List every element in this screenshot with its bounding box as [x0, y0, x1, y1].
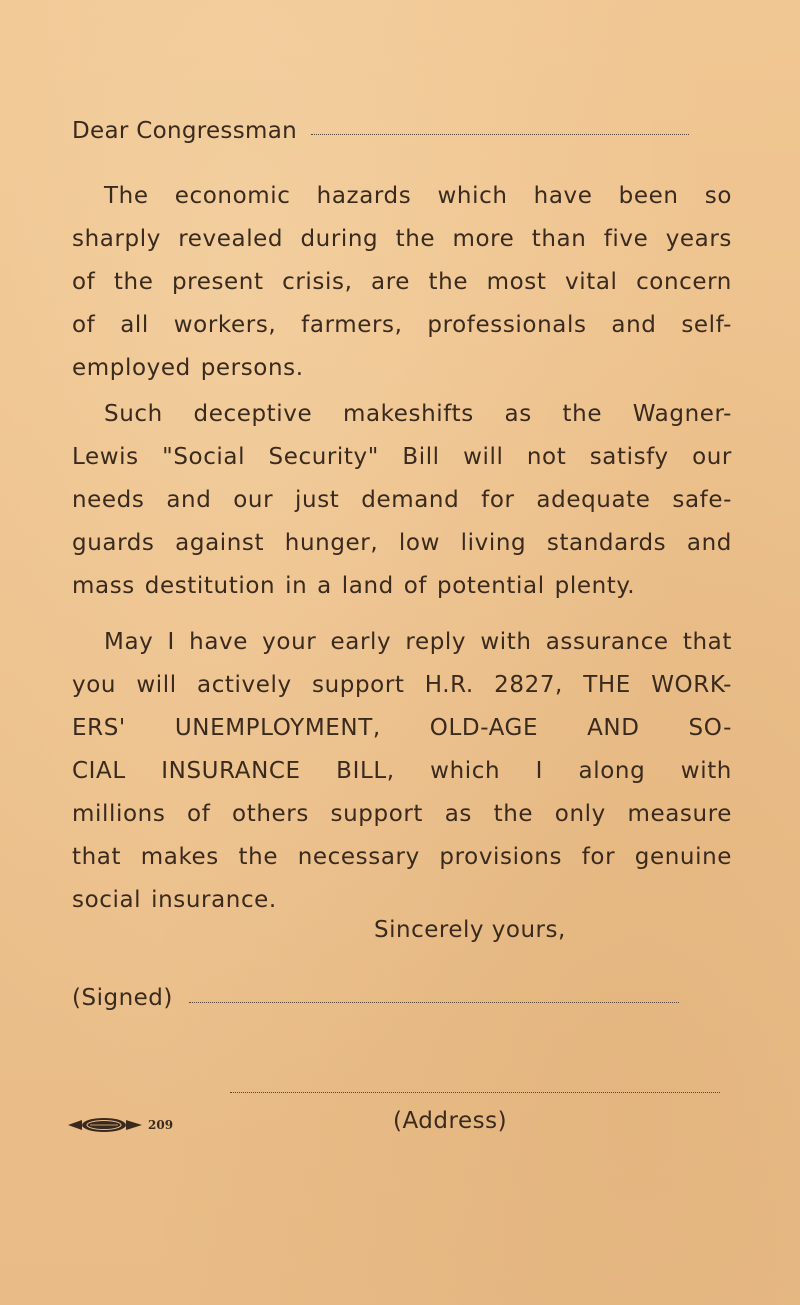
union-label — [66, 1116, 173, 1134]
paragraph-line: May I have your early reply with assurance that — [104, 629, 732, 655]
paragraph-1 — [72, 175, 732, 390]
paragraph-line: The economic hazards which have been so — [104, 183, 732, 209]
salutation-blank-line — [311, 134, 689, 135]
paragraph-2 — [72, 393, 732, 608]
union-label-number: 209 — [148, 1118, 174, 1132]
paragraph-line: Such deceptive makeshifts as the Wagner- — [104, 401, 732, 427]
paragraph-line: mass destitution in a land of potential plenty. — [72, 573, 636, 599]
closing-text: Sincerely yours, — [374, 917, 566, 943]
paragraph-line: CIAL INSURANCE BILL, which I along with — [72, 758, 732, 784]
salutation-line — [72, 118, 732, 144]
paragraph-line: needs and our just demand for adequate safe- — [72, 487, 732, 513]
paragraph-line: employed persons. — [72, 355, 304, 381]
salutation-text: Dear Congressman — [72, 118, 297, 144]
paragraph-line: that makes the necessary provisions for genuine — [72, 844, 732, 870]
paragraph-line: sharply revealed during the more than five years — [72, 226, 732, 252]
paragraph-line: of all workers, farmers, professionals and self- — [72, 312, 732, 338]
address-blank-line — [230, 1092, 720, 1093]
paragraph-line: guards against hunger, low living standards and — [72, 530, 732, 556]
paragraph-line: ERS' UNEMPLOYMENT, OLD-AGE AND SO- — [72, 715, 732, 741]
signature-blank-line — [189, 1002, 679, 1003]
paragraph-line: social insurance. — [72, 887, 277, 913]
signature-line — [72, 985, 732, 1011]
paragraph-line: Lewis "Social Security" Bill will not satisfy our — [72, 444, 732, 470]
paragraph-3 — [72, 621, 732, 922]
paragraph-line: millions of others support as the only measure — [72, 801, 732, 827]
paragraph-line: you will actively support H.R. 2827, THE WORK- — [72, 672, 732, 698]
signed-label: (Signed) — [72, 985, 173, 1011]
paragraph-line: of the present crisis, are the most vital concern — [72, 269, 732, 295]
address-label: (Address) — [393, 1108, 508, 1134]
union-bug-icon — [66, 1116, 144, 1134]
